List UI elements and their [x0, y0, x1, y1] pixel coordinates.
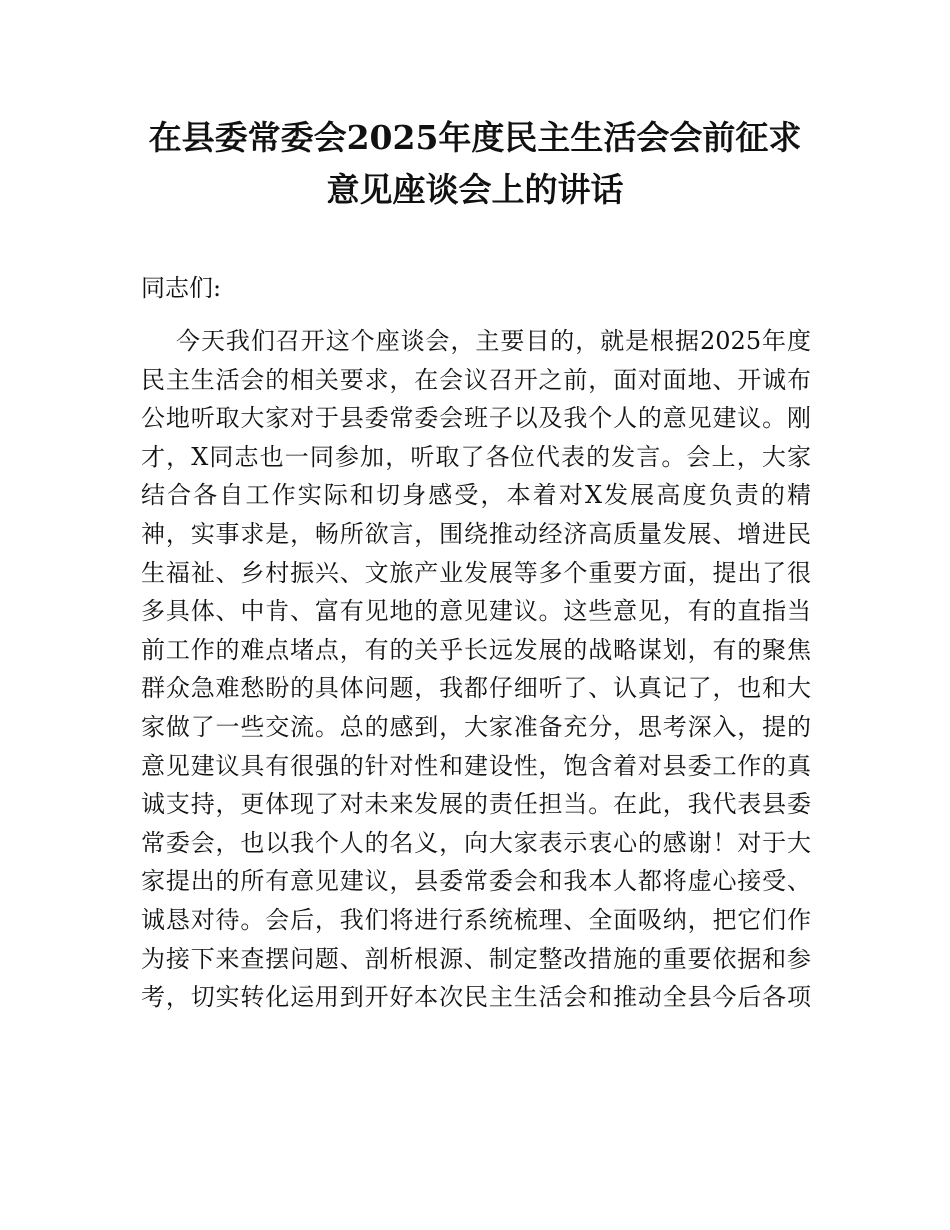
paragraph-line: 家提出的所有意见建议，县委常委会和我本人都将虚心接受、 [141, 867, 811, 896]
paragraph-line: 神，实事求是，畅所欲言，围绕推动经济高质量发展、增进民 [141, 519, 811, 548]
paragraph-line: 生福祉、乡村振兴、文旅产业发展等多个重要方面，提出了很 [141, 558, 811, 587]
paragraph-line: 诚恳对待。会后，我们将进行系统梳理、全面吸纳，把它们作 [141, 905, 811, 934]
paragraph-line: 常委会，也以我个人的名义，向大家表示衷心的感谢！对于大 [141, 828, 811, 857]
greeting: 同志们: [141, 274, 222, 302]
paragraph-line: 今天我们召开这个座谈会，主要目的，就是根据2025年度 [176, 327, 811, 355]
paragraph-line: 意见建议具有很强的针对性和建设性，饱含着对县委工作的真 [141, 751, 811, 780]
paragraph-line: 考，切实转化运用到开好本次民主生活会和推动全县今后各项 [141, 983, 811, 1012]
title-line-2: 意见座谈会上的讲话 [326, 170, 624, 209]
paragraph-line: 群众急难愁盼的具体问题，我都仔细听了、认真记了，也和大 [141, 674, 811, 703]
paragraph-line: 结合各自工作实际和切身感受，本着对X发展高度负责的精 [141, 481, 811, 510]
paragraph-line: 民主生活会的相关要求，在会议召开之前，面对面地、开诚布 [141, 365, 811, 394]
paragraph-line: 家做了一些交流。总的感到，大家准备充分，思考深入，提的 [141, 712, 811, 741]
paragraph-line: 多具体、中肯、富有见地的意见建议。这些意见，有的直指当 [141, 597, 811, 626]
document-title [100, 112, 850, 216]
title-line-1: 在县委常委会2025年度民主生活会会前征求 [148, 118, 802, 157]
paragraph-line: 才，X同志也一同参加，听取了各位代表的发言。会上，大家 [141, 442, 811, 471]
paragraph-line: 为接下来查摆问题、剖析根源、制定整改措施的重要依据和参 [141, 944, 811, 973]
paragraph-line: 前工作的难点堵点，有的关乎长远发展的战略谋划，有的聚焦 [141, 635, 811, 664]
speech-paragraph [141, 322, 811, 1017]
paragraph-line: 公地听取大家对于县委常委会班子以及我个人的意见建议。刚 [141, 404, 811, 433]
paragraph-line: 诚支持，更体现了对未来发展的责任担当。在此，我代表县委 [141, 790, 811, 819]
